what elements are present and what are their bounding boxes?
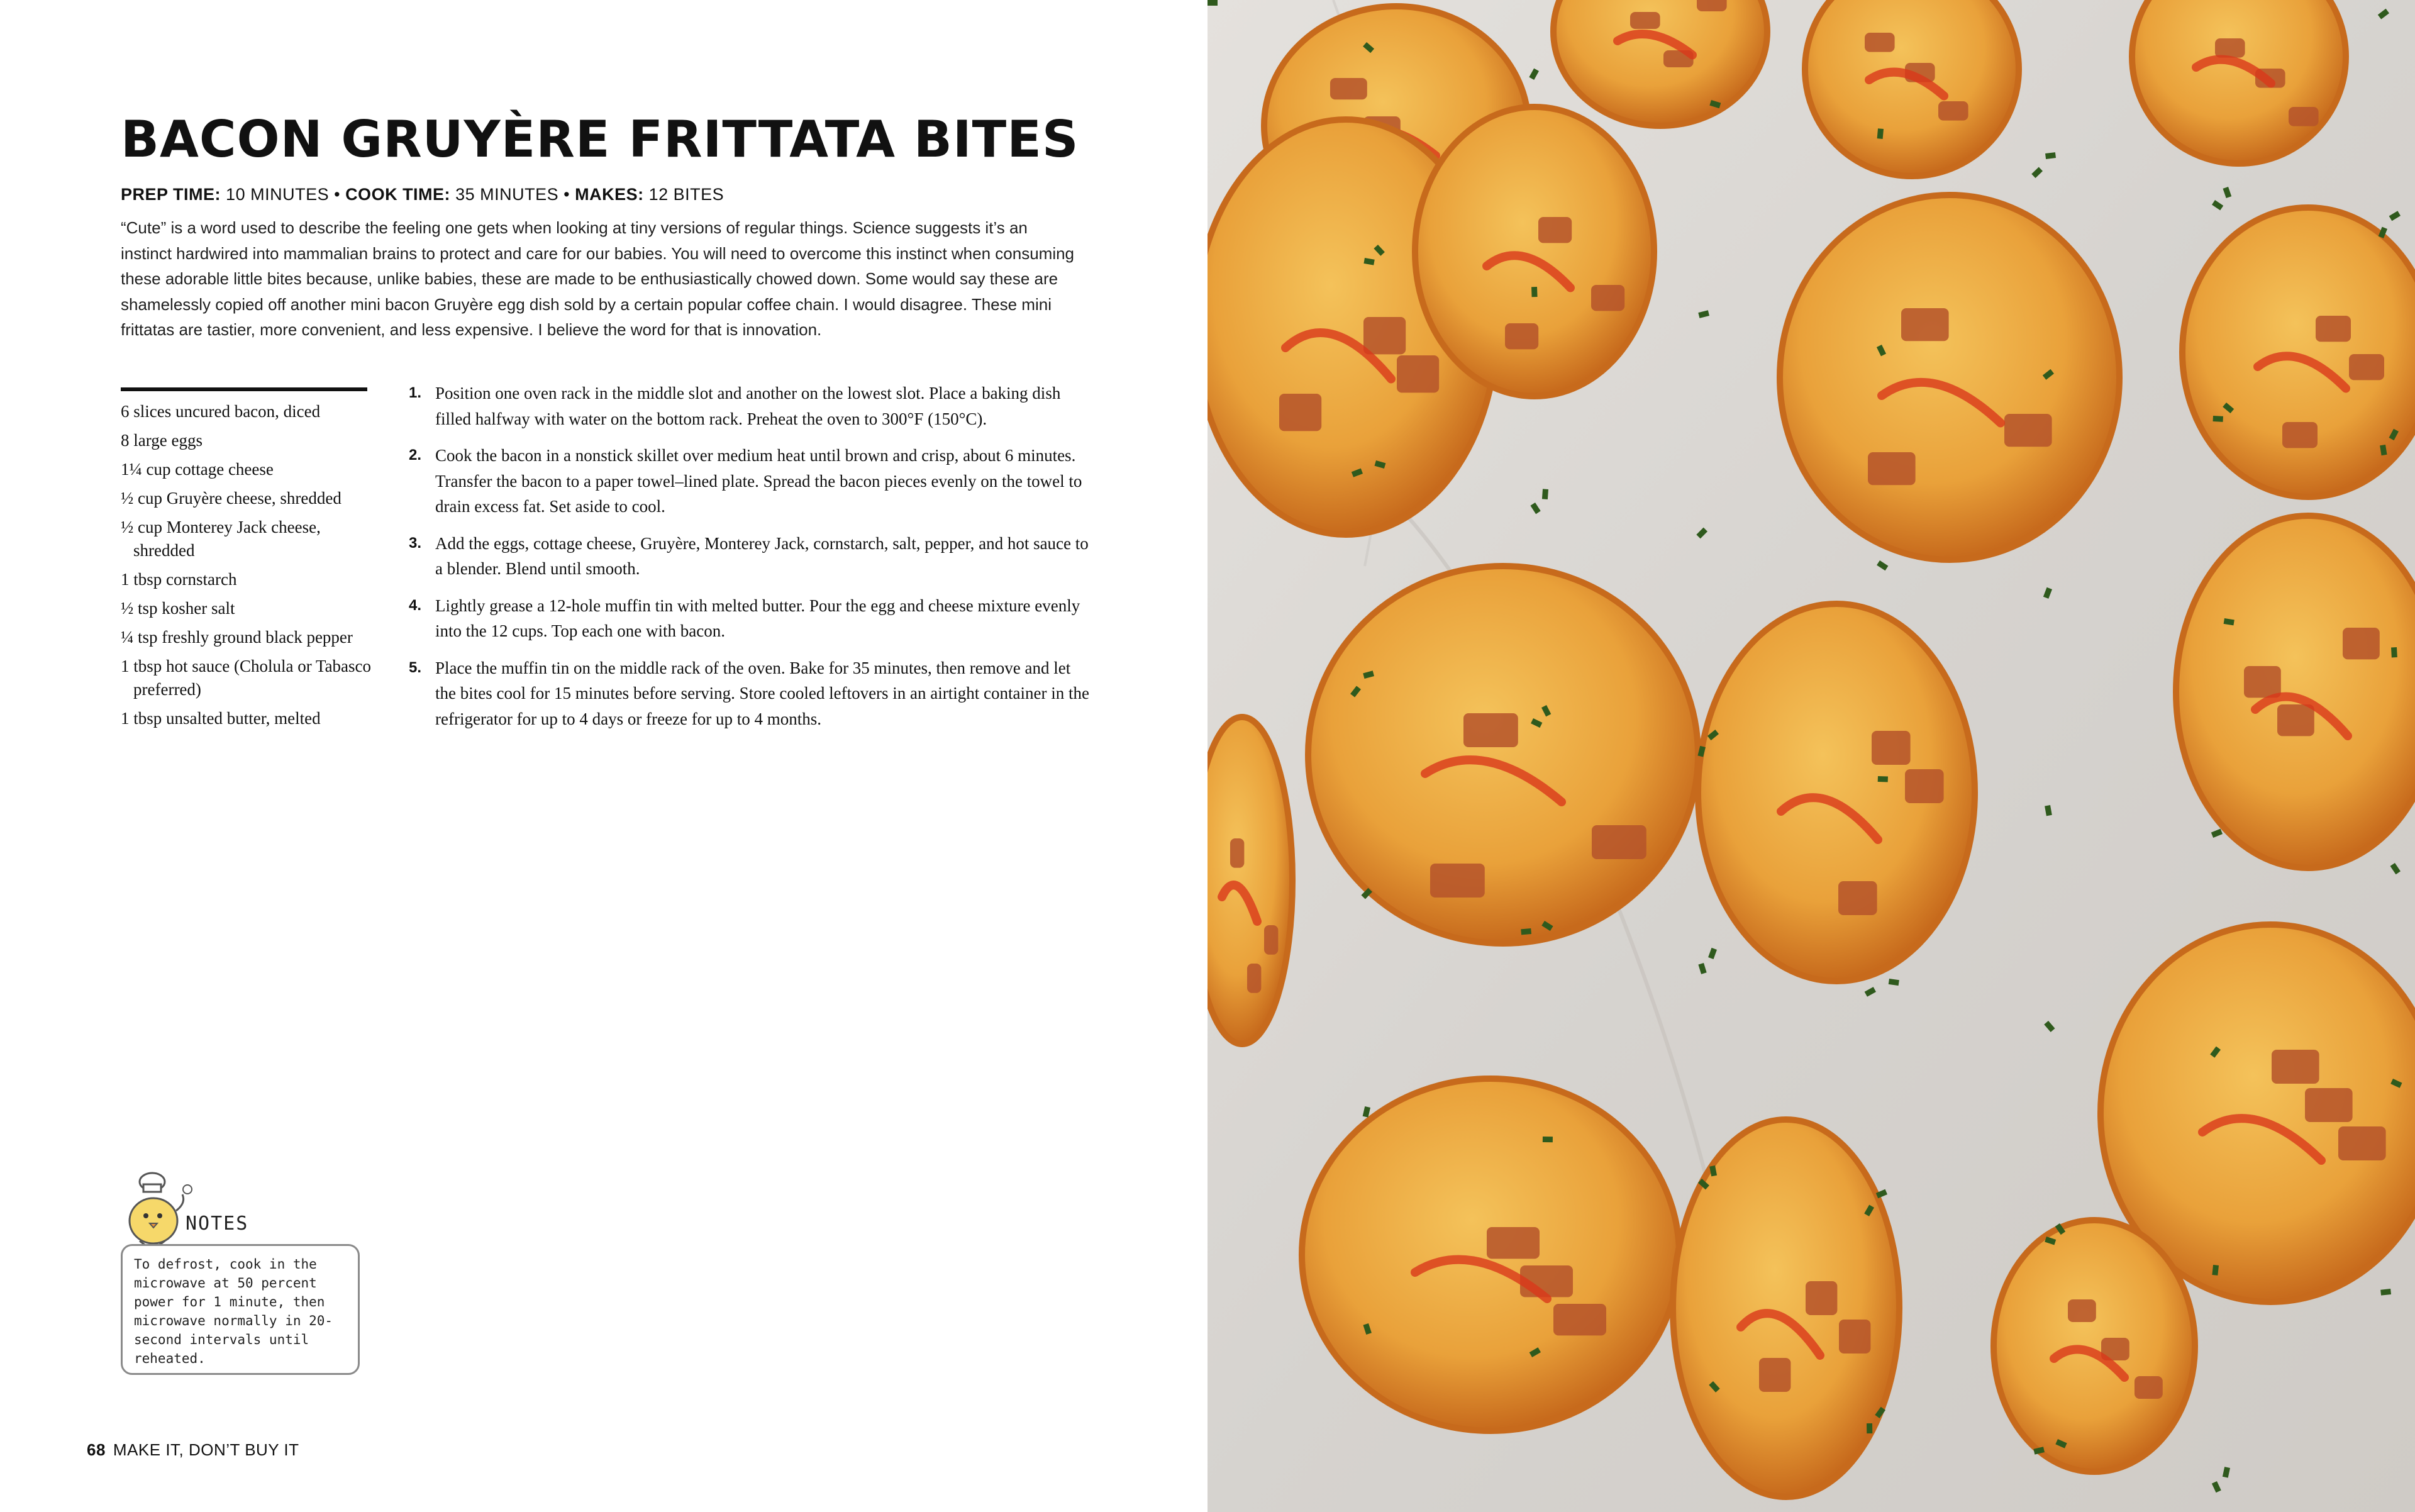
bacon-piece bbox=[1872, 731, 1911, 765]
ingredient-item: ½ cup Gruyère cheese, shredded bbox=[121, 489, 341, 508]
parsley-fleck bbox=[2380, 1289, 2391, 1296]
step-number: 1. bbox=[409, 384, 422, 401]
photo-page bbox=[1208, 0, 2415, 1512]
chef-chick-mascot-icon bbox=[121, 1167, 196, 1248]
bacon-piece bbox=[1247, 964, 1261, 993]
bacon-piece bbox=[1806, 1281, 1837, 1315]
bacon-piece bbox=[1868, 452, 1916, 485]
parsley-fleck bbox=[1521, 928, 1531, 935]
bacon-piece bbox=[2068, 1299, 2096, 1322]
bacon-piece bbox=[1279, 394, 1321, 431]
ingredient-item: ½ cup Monterey Jack cheese, shredded bbox=[121, 518, 321, 560]
parsley-fleck bbox=[1208, 0, 1218, 6]
parsley-fleck bbox=[1878, 776, 1888, 782]
bacon-piece bbox=[1487, 1227, 1540, 1259]
ingredient-item: 8 large eggs bbox=[121, 431, 203, 450]
bacon-piece bbox=[2282, 422, 2318, 448]
bacon-piece bbox=[1697, 0, 1727, 11]
bacon-piece bbox=[1363, 317, 1406, 354]
bacon-piece bbox=[1865, 33, 1895, 52]
step-item bbox=[409, 381, 1091, 431]
parsley-fleck bbox=[2391, 647, 2397, 657]
notes-label: NOTES bbox=[186, 1213, 249, 1235]
frittata-bite bbox=[1415, 107, 1654, 396]
bacon-piece bbox=[1397, 355, 1439, 392]
bacon-piece bbox=[2277, 704, 2314, 736]
frittata-bite bbox=[1308, 566, 1698, 943]
step-item bbox=[409, 443, 1091, 520]
parsley-fleck bbox=[1542, 489, 1548, 499]
bacon-piece bbox=[1463, 713, 1518, 747]
page-footer bbox=[87, 1440, 299, 1460]
frittata-bite bbox=[1994, 1220, 2195, 1472]
frittata-bite bbox=[2182, 208, 2415, 497]
recipe-title: BACON GRUYÈRE FRITTATA BITES bbox=[121, 110, 1079, 169]
bacon-piece bbox=[2316, 316, 2351, 342]
bacon-piece bbox=[1938, 101, 1968, 121]
prep-time-label: PREP TIME: bbox=[121, 185, 221, 204]
bacon-piece bbox=[2244, 666, 2281, 698]
bacon-piece bbox=[1230, 838, 1244, 868]
ingredients-rule bbox=[121, 387, 367, 391]
step-number: 5. bbox=[409, 659, 422, 676]
bacon-piece bbox=[1538, 217, 1572, 243]
step-item bbox=[409, 531, 1091, 582]
step-number: 4. bbox=[409, 596, 422, 614]
bacon-piece bbox=[2272, 1050, 2319, 1084]
parsley-fleck bbox=[1877, 128, 1884, 139]
bacon-piece bbox=[2289, 107, 2319, 126]
parsley-fleck bbox=[2213, 416, 2223, 422]
parsley-fleck bbox=[2212, 1265, 2219, 1276]
parsley-fleck bbox=[1543, 1137, 1553, 1142]
page-number: 68 bbox=[87, 1440, 106, 1459]
ingredient-item: 1¼ cup cottage cheese bbox=[121, 460, 274, 479]
step-text: Lightly grease a 12-hole muffin tin with melted butter. Pour the egg and cheese mixture evenly into the 12 cups. Top each one with bacon. bbox=[435, 596, 1080, 640]
parsley-fleck bbox=[1531, 287, 1538, 297]
bacon-piece bbox=[1838, 881, 1877, 915]
makes-value: 12 BITES bbox=[648, 185, 724, 204]
ingredient-item: ¼ tsp freshly ground black pepper bbox=[121, 628, 353, 647]
bacon-piece bbox=[1264, 925, 1278, 955]
step-item bbox=[409, 593, 1091, 644]
bacon-piece bbox=[2135, 1376, 2163, 1399]
bacon-piece bbox=[2305, 1088, 2353, 1122]
bacon-piece bbox=[1553, 1304, 1606, 1335]
bacon-piece bbox=[1901, 308, 1949, 341]
meta-separator: • bbox=[558, 185, 575, 204]
frittata-bites-photo bbox=[1208, 0, 2415, 1512]
frittata-bite bbox=[1673, 1120, 1899, 1497]
prep-time-value: 10 MINUTES bbox=[226, 185, 330, 204]
makes-label: MAKES: bbox=[575, 185, 644, 204]
bacon-piece bbox=[1591, 285, 1624, 311]
step-item bbox=[409, 655, 1091, 732]
bacon-piece bbox=[1592, 825, 1646, 859]
bacon-piece bbox=[2338, 1126, 2386, 1160]
ingredient-list bbox=[121, 400, 385, 736]
parsley-fleck bbox=[1867, 1423, 1872, 1433]
frittata-bite bbox=[1780, 195, 2119, 560]
step-number: 3. bbox=[409, 534, 422, 552]
cook-time-value: 35 MINUTES bbox=[455, 185, 559, 204]
ingredient-item: 1 tbsp cornstarch bbox=[121, 570, 237, 589]
step-text: Cook the bacon in a nonstick skillet over medium heat until brown and crisp, about 6 minutes. Transfer the bacon to a paper towel–lined plate. Spread the bacon pieces evenly on the towel to drain excess fat. Set aside to cool. bbox=[435, 446, 1082, 516]
bacon-piece bbox=[1905, 769, 1944, 803]
step-text: Add the eggs, cottage cheese, Gruyère, Monterey Jack, cornstarch, salt, pepper, and hot sauce to a blender. Blend until smooth. bbox=[435, 533, 1089, 578]
bacon-piece bbox=[1839, 1320, 1870, 1354]
ingredient-item: ½ tsp kosher salt bbox=[121, 599, 235, 618]
frittata-bite bbox=[2176, 516, 2415, 868]
bacon-piece bbox=[2343, 628, 2380, 659]
cook-time-label: COOK TIME: bbox=[345, 185, 451, 204]
ingredient-item: 1 tbsp hot sauce (Cholula or Tabasco preferred) bbox=[121, 657, 372, 699]
step-text: Position one oven rack in the middle slot and another on the lowest slot. Place a baking dish filled halfway with water on the bottom rack. Preheat the oven to 300°F (150°C). bbox=[435, 384, 1061, 428]
book-title: MAKE IT, DON’T BUY IT bbox=[113, 1440, 299, 1459]
bacon-piece bbox=[1759, 1358, 1790, 1392]
bacon-piece bbox=[1505, 323, 1538, 349]
ingredient-item: 1 tbsp unsalted butter, melted bbox=[121, 709, 321, 728]
bacon-piece bbox=[2349, 354, 2384, 380]
recipe-intro: “Cute” is a word used to describe the feeling one gets when looking at tiny versions of regular things. Science suggests it’s an instinct hardwired into mammalian brains to protect and care for our babies. You will need to overcome this instinct when consuming these adorable little bites because, unlike babies, these are made to be enthusiastically chowed down. Some would say these are shamelessly copied off another mini bacon Gruyère egg dish sold by a certain popular coffee chain. I would disagree. These mini frittatas are tastier, more convenient, and less expensive. I believe the word for that is innovation. bbox=[121, 218, 1075, 339]
recipe-meta bbox=[121, 185, 724, 204]
ingredient-item: 6 slices uncured bacon, diced bbox=[121, 402, 321, 421]
step-text: Place the muffin tin on the middle rack of the oven. Bake for 35 minutes, then remove and let the bites cool for 15 minutes before serving. Store cooled leftovers in an airtight container in the refrigerator for up to 4 days or freeze for up to 4 months. bbox=[435, 658, 1089, 728]
meta-separator: • bbox=[329, 185, 346, 204]
notes-box: To defrost, cook in the microwave at 50 percent power for 1 minute, then microwave normally in 20-second intervals until reheated. bbox=[121, 1244, 360, 1375]
bacon-piece bbox=[1430, 864, 1485, 898]
bacon-piece bbox=[1330, 78, 1367, 99]
frittata-bite bbox=[1208, 717, 1292, 1044]
frittata-bite bbox=[1805, 0, 2019, 176]
step-list bbox=[409, 381, 1091, 743]
bacon-piece bbox=[2004, 414, 2052, 447]
bacon-piece bbox=[1630, 12, 1660, 29]
bacon-piece bbox=[2215, 38, 2245, 58]
step-number: 2. bbox=[409, 447, 422, 464]
